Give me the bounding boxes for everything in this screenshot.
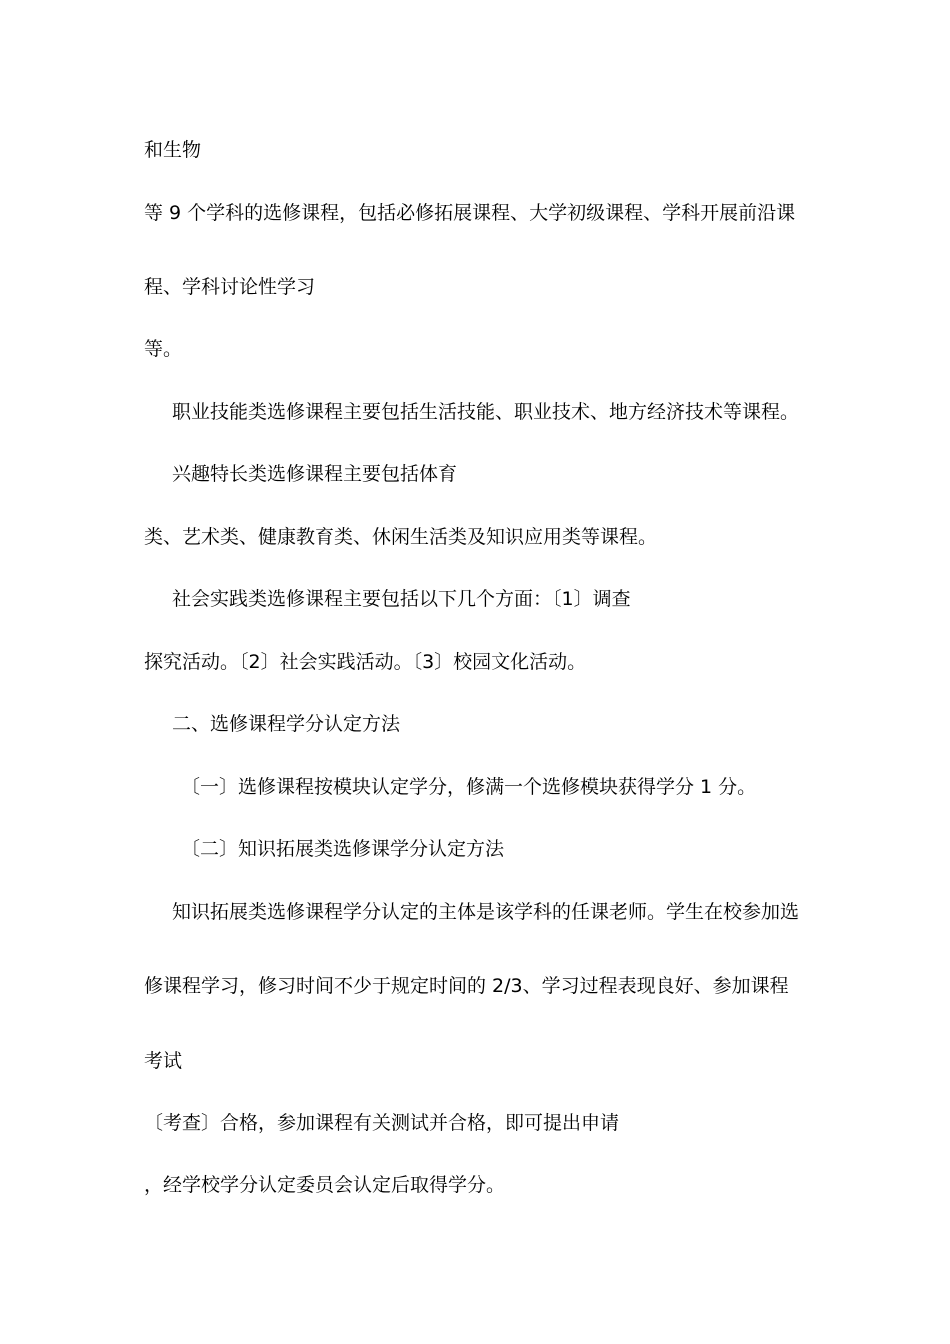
text-line: 修课程学习，修习时间不少于规定时间的 2/3、学习过程表现良好、参加课程 bbox=[144, 975, 789, 997]
text-line: 考试 bbox=[144, 1050, 183, 1072]
text-line: 类、艺术类、健康教育类、休闲生活类及知识应用类等课程。 bbox=[144, 526, 658, 548]
subsection-heading: 〔二〕知识拓展类选修课学分认定方法 bbox=[181, 838, 505, 860]
section-heading: 二、选修课程学分认定方法 bbox=[172, 713, 401, 735]
text-line: 探究活动。〔2〕社会实践活动。〔3〕校园文化活动。 bbox=[144, 651, 587, 673]
text-line: 等 9 个学科的选修课程，包括必修拓展课程、大学初级课程、学科开展前沿课 bbox=[144, 202, 796, 224]
text-line: 等。 bbox=[144, 338, 183, 360]
text-line: 〔一〕选修课程按模块认定学分，修满一个选修模块获得学分 1 分。 bbox=[181, 776, 757, 798]
text-line: 程、学科讨论性学习 bbox=[144, 276, 316, 298]
text-line: 职业技能类选修课程主要包括生活技能、职业技术、地方经济技术等课程。 bbox=[172, 401, 800, 423]
text-line: 〔考查〕合格，参加课程有关测试并合格，即可提出申请 bbox=[144, 1112, 620, 1134]
text-line: 社会实践类选修课程主要包括以下几个方面：〔1〕调查 bbox=[172, 588, 631, 610]
text-line: 兴趣特长类选修课程主要包括体育 bbox=[172, 463, 458, 485]
text-line: ，经学校学分认定委员会认定后取得学分。 bbox=[144, 1174, 506, 1196]
text-line: 知识拓展类选修课程学分认定的主体是该学科的任课老师。学生在校参加选 bbox=[172, 901, 800, 923]
text-line: 和生物 bbox=[144, 139, 202, 161]
